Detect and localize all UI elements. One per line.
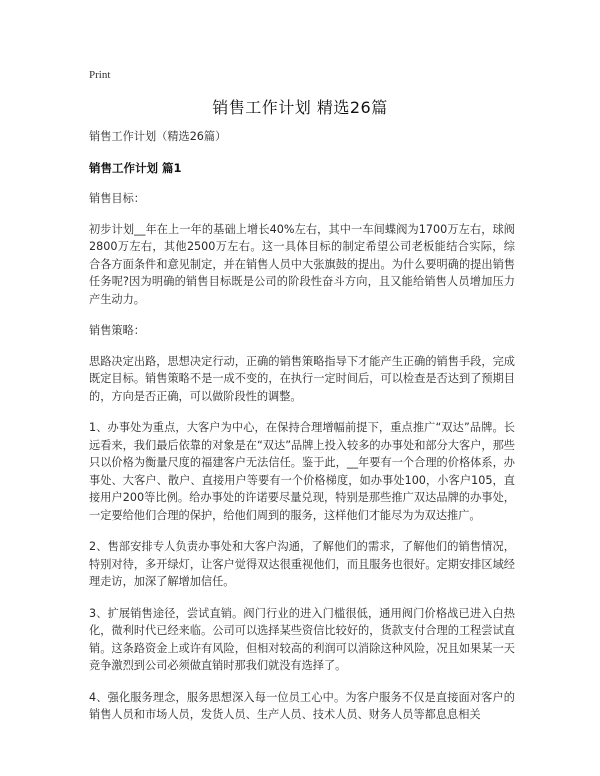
strategy-paragraph: 思路决定出路，思想决定行动，正确的销售策略指导下才能产生正确的销售手段，完成既定目标。销售策略不是一成不变的，在执行一定时间后，可以检查是否达到了预期目的，方向是否正确，可以做阶段性的调整。 — [89, 354, 515, 403]
print-link[interactable]: Print — [89, 69, 111, 81]
list-item: 2、售部安排专人负责办事处和大客户沟通，了解他们的需求，了解他们的销售情况，特别对待，多开绿灯，让客户觉得双达很重视他们，而且服务也很好。定期安排区域经理走访，加深了解增加信任。 — [89, 540, 515, 588]
document-title: 销售工作计划 精选26篇 — [212, 98, 388, 117]
strategy-label: 销售策略： — [89, 324, 145, 337]
goal-label: 销售目标： — [89, 192, 145, 205]
goal-paragraph: 初步计划__年在上一年的基础上增长40%左右，其中一车间蝶阀为1700万左右，球阀2800万左右，其他2500万左右。这一具体目标的制定希望公司老板能结合实际，综合各方面条件和意见制定，并在销售人员中大张旗鼓的提出。为什么要明确的提出销售任务呢?因为明确的销售目标既是公司的阶段性奋斗方向，且又能给销售人员增加压力产生动力。 — [89, 222, 515, 306]
article-body — [89, 128, 515, 738]
list-item: 1、办事处为重点，大客户为中心，在保持合理增幅前提下，重点推广“双达”品牌。长远看来，我们最后依靠的对象是在“双达”品牌上投入较多的办事处和部分大客户，那些只以价格为衡量尺度的福建客户无法信任。鉴于此，__年要有一个合理的价格体系，办事处、大客户、散户、直接用户等要有一个价格梯度，如办事处100，小客户105，直接用户200等比例。给办事处的许诺要尽量兑现，特别是那些推广双达品牌的办事处，一定要给他们合理的保护，给他们周到的服务，这样他们才能尽为为双达推广。 — [89, 421, 515, 522]
section-heading: 销售工作计划 篇1 — [89, 160, 182, 175]
list-item: 4、强化服务理念，服务思想深入每一位员工心中。为客户服务不仅是直接面对客户的销售人员和市场人员，发货人员、生产人员、技术人员、财务人员等都息息相关 — [89, 690, 515, 721]
article-subtitle: 销售工作计划（精选26篇） — [89, 130, 227, 143]
list-item: 3、扩展销售途径，尝试直销。阀门行业的进入门槛很低，通用阀门价格战已进入白热化，微利时代已经来临。公司可以选择某些资信比较好的，货款支付合理的工程尝试直销。这条路资金上或许有风险，但相对较高的利润可以消除这种风险，况且如果某一天竞争激烈到公司必须做直销时那我们就没有选择了。 — [89, 606, 515, 672]
